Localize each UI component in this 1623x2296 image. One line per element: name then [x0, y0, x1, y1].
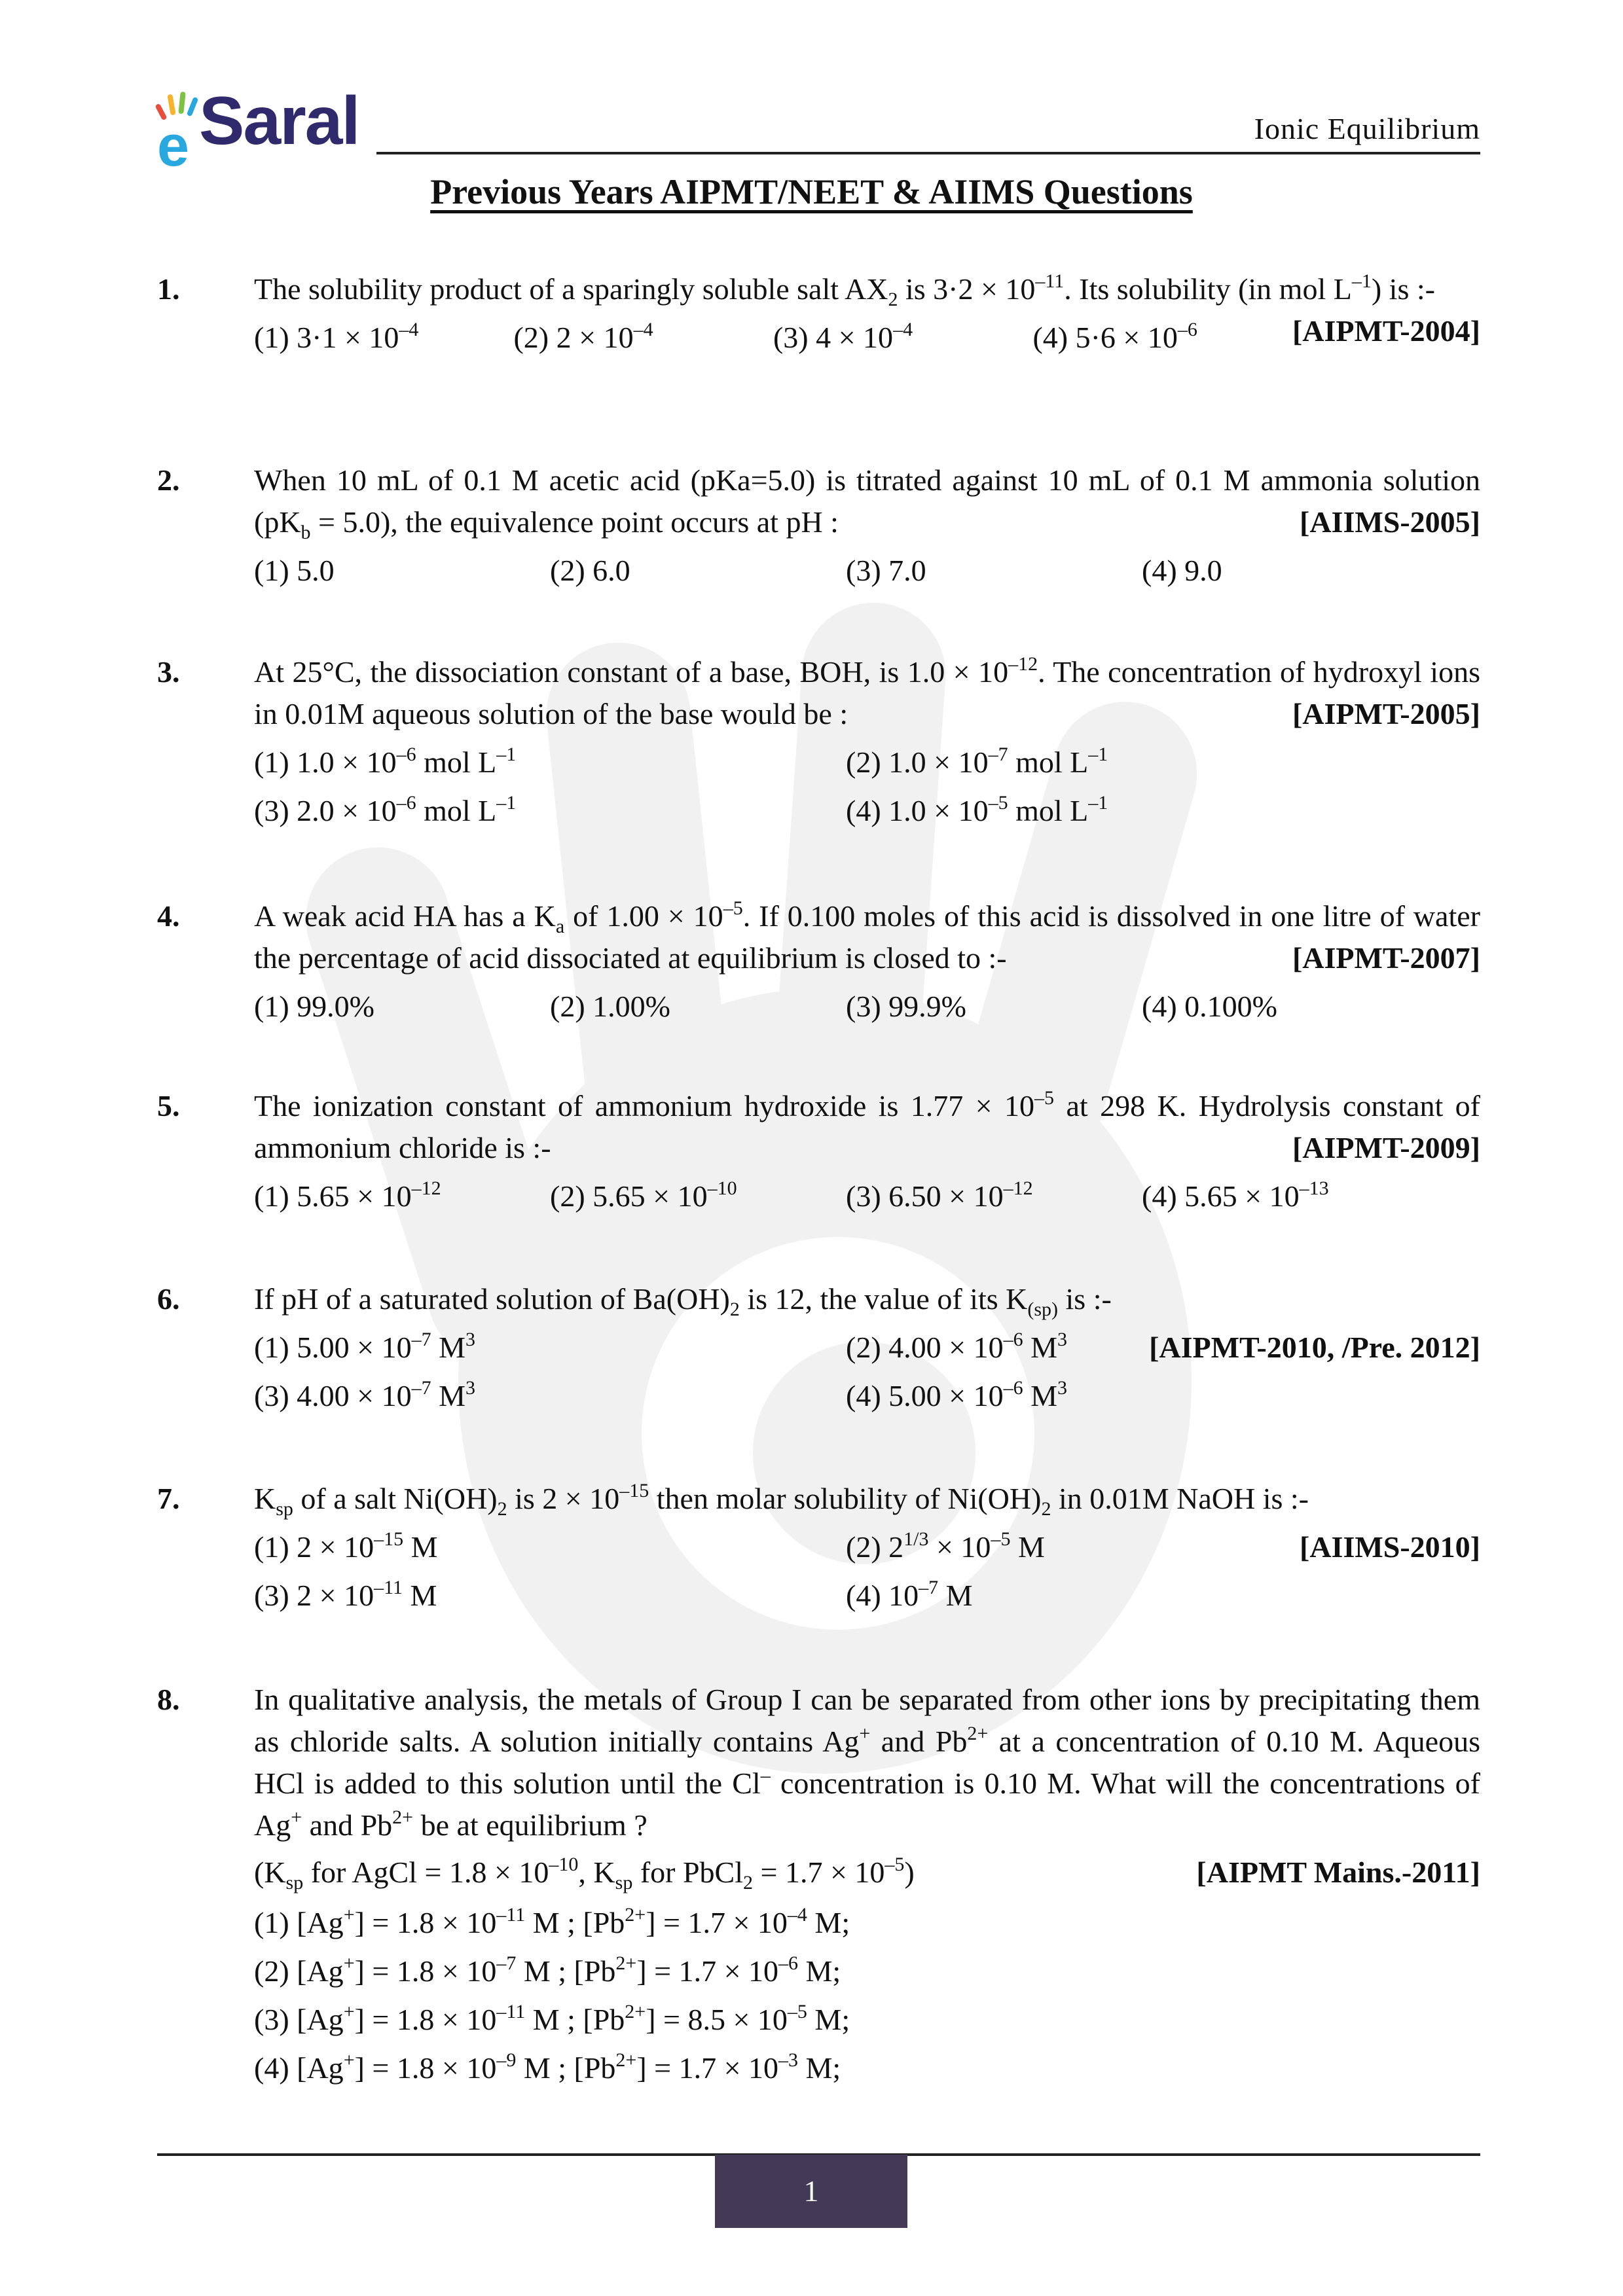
option-1: (1) $2 \times 10^{-15}$ M	[254, 1528, 438, 1564]
question-text: The solubility product of a sparingly soluble salt $AX_2$ is $3\cdot 2 \times 10^{-11}$. Its solubility (in mol $L^{-1}$) is :-	[254, 270, 1435, 310]
options-grid	[254, 742, 1480, 832]
exam-tag: [AIPMT-2009]	[1292, 1131, 1480, 1164]
question-5	[157, 1085, 1480, 1217]
question-text: The ionization constant of ammonium hydroxide is $1.77 \times 10^{-5}$ at 298 K. Hydrolysis constant of ammonium chloride is :-	[254, 1087, 1480, 1164]
option-1: (1) $[Ag^+] = 1.8 \times 10^{-11}$ M ; $[Pb^{2+}] = 1.7 \times 10^{-4}$ M;	[254, 1904, 850, 1939]
exam-tag: [AIIMS-2010]	[1300, 1530, 1480, 1564]
question-number: 4.	[157, 899, 180, 933]
options-row	[254, 1175, 1480, 1217]
option-1: (1) $5.00 \times 10^{-7}$ $M^3$	[254, 1329, 475, 1364]
question-number: 2.	[157, 463, 180, 497]
question-number: 1.	[157, 272, 180, 306]
options-row	[254, 986, 1480, 1028]
question-3	[157, 651, 1480, 832]
logo-wordmark: Saral	[199, 83, 359, 159]
question-text: In qualitative analysis, the metals of Group I can be separated from other ions by precipitating them as chloride salts. A solution initially contains Ag+ and $Pb^{2+}$ at a concentration of 0.10 M. Aqueous HCl is added to this solution until the Cl– concentration is 0.10 M. What will the concentrations of Ag+ and $Pb^{2+}$ be at equilibrium ?	[254, 1683, 1480, 1842]
options-row-b	[254, 1375, 1480, 1417]
exam-tag: [AIPMT-2004]	[1292, 314, 1480, 348]
option-2: (2) $5.65 \times 10^{-10}$	[550, 1177, 737, 1213]
option-2: (2) 1.00%	[550, 990, 670, 1023]
option-4: (4) $5.00 \times 10^{-6}$ $M^3$	[846, 1377, 1067, 1412]
options-row-a	[254, 1327, 1480, 1369]
option-1: (1) $5.65 \times 10^{-12}$	[254, 1177, 441, 1213]
options-list	[254, 1899, 1480, 2092]
option-3: (3) $2 \times 10^{-11}$ M	[254, 1577, 437, 1612]
header-divider	[376, 152, 1480, 154]
question-2	[157, 459, 1480, 592]
option-3: (3) $4.00 \times 10^{-7}$ $M^3$	[254, 1377, 475, 1412]
option-2: (2) $2^{1/3} \times 10^{-5}$ M	[846, 1528, 1045, 1564]
options-row-b	[254, 1575, 1480, 1617]
option-3: (3) $6.50 \times 10^{-12}$	[846, 1177, 1033, 1213]
question-8	[157, 1679, 1480, 2092]
option-3: (3) $4 \times 10^{-4}$	[773, 319, 913, 354]
option-2: (2) $[Ag^+] = 1.8 \times 10^{-7}$ M ; $[Pb^{2+}] = 1.7 \times 10^{-6}$ M;	[254, 1952, 841, 1988]
option-2: (2) $4.00 \times 10^{-6}$ $M^3$	[846, 1329, 1067, 1364]
option-1: (1) 5.0	[254, 554, 335, 587]
question-number: 7.	[157, 1482, 180, 1515]
question-number: 8.	[157, 1683, 180, 1716]
option-3: (3) 7.0	[846, 554, 926, 587]
question-number: 5.	[157, 1089, 180, 1122]
options-row	[254, 317, 1292, 359]
exam-tag: [AIPMT-2005]	[1292, 697, 1480, 730]
question-number: 3.	[157, 655, 180, 689]
options-row-a	[254, 1526, 1480, 1568]
question-1	[157, 268, 1480, 359]
given-constants: ($K_{sp}$ for AgCl = $1.8 \times 10^{-10}$, $K_{sp}$ for PbCl$_2$ = $1.7 \times 10^{-5}$)	[254, 1854, 915, 1893]
logo-e-letter: e	[157, 113, 189, 178]
option-2: (2) 6.0	[550, 554, 630, 587]
question-text: At 25°C, the dissociation constant of a base, BOH, is $1.0 \times 10^{-12}$. The concentration of hydroxyl ions in 0.01M aqueous solution of the base would be :	[254, 653, 1480, 730]
question-text: A weak acid HA has a $K_a$ of $1.00 \times 10^{-5}$. If 0.100 moles of this acid is dissolved in one litre of water the percentage of acid dissociated at equilibrium is closed to :-	[254, 897, 1480, 975]
question-4	[157, 895, 1480, 1028]
option-3: (3) $[Ag^+] = 1.8 \times 10^{-11}$ M ; $[Pb^{2+}] = 8.5 \times 10^{-5}$ M;	[254, 2001, 850, 2036]
question-number: 6.	[157, 1282, 180, 1316]
question-7	[157, 1478, 1480, 1617]
option-3: (3) $2.0 \times 10^{-6}$ mol $L^{-1}$	[254, 792, 517, 827]
page-title: Previous Years AIPMT/NEET & AIIMS Questions	[430, 172, 1193, 211]
exam-tag: [AIIMS-2005]	[1300, 505, 1480, 539]
exam-tag: [AIPMT Mains.-2011]	[1196, 1856, 1480, 1889]
question-text: When 10 mL of 0.1 M acetic acid (pKa=5.0) is titrated against 10 mL of 0.1 M ammonia solution $(pK_b = 5.0)$, the equivalence point occurs at pH :	[254, 463, 1480, 543]
option-4: (4) $5\cdot 6 \times 10^{-6}$	[1032, 319, 1197, 354]
option-2: (2) $2 \times 10^{-4}$	[513, 319, 653, 354]
option-4: (4) $10^{-7}$ M	[846, 1577, 973, 1612]
esaral-logo	[152, 83, 388, 178]
option-4: (4) 0.100%	[1142, 990, 1277, 1023]
option-1: (1) $1.0 \times 10^{-6}$ mol $L^{-1}$	[254, 744, 517, 779]
header-topic: Ionic Equilibrium	[1254, 112, 1480, 145]
options-row	[254, 550, 1480, 592]
option-1: (1) $3\cdot 1 \times 10^{-4}$	[254, 319, 419, 354]
question-text: If pH of a saturated solution of $Ba(OH)_2$ is 12, the value of its $K_{(sp)}$ is :-	[254, 1282, 1112, 1320]
option-4: (4) $[Ag^+] = 1.8 \times 10^{-9}$ M ; $[Pb^{2+}] = 1.7 \times 10^{-3}$ M;	[254, 2049, 841, 2085]
exam-tag: [AIPMT-2007]	[1292, 941, 1480, 975]
option-2: (2) $1.0 \times 10^{-7}$ mol $L^{-1}$	[846, 744, 1108, 779]
option-4: (4) 9.0	[1142, 554, 1222, 587]
page-number: 1	[715, 2155, 907, 2228]
option-1: (1) 99.0%	[254, 990, 374, 1023]
option-4: (4) $5.65 \times 10^{-13}$	[1142, 1177, 1329, 1213]
option-4: (4) $1.0 \times 10^{-5}$ mol $L^{-1}$	[846, 792, 1108, 827]
question-text: $K_{sp}$ of a salt $Ni(OH)_2$ is $2 \times 10^{-15}$ then molar solubility of $Ni(OH)_2$ in 0.01M NaOH is :-	[254, 1480, 1309, 1520]
option-3: (3) 99.9%	[846, 990, 966, 1023]
exam-tag: [AIPMT-2010, /Pre. 2012]	[1149, 1331, 1480, 1364]
question-6	[157, 1278, 1480, 1417]
